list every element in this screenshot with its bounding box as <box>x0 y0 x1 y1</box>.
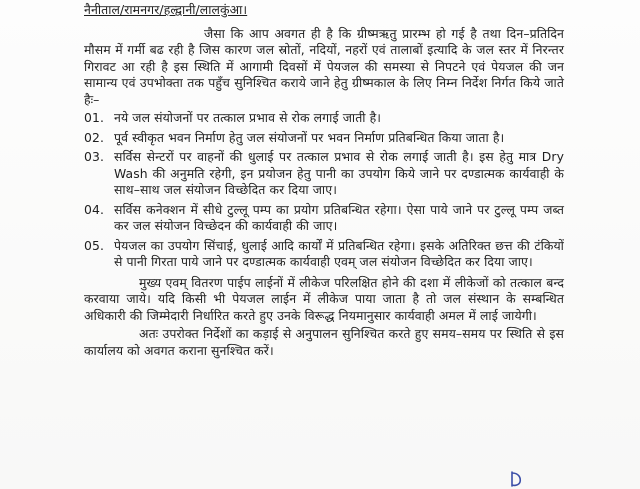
directive-item-3 <box>84 149 564 199</box>
directive-text: नये जल संयोजनों पर तत्काल प्रभाव से रोक लगाई जाती है। <box>114 110 382 125</box>
directive-text: सर्विस सेन्टरों पर वाहनों की धुलाई पर तत्काल प्रभाव से रोक लगाई जाती है। इस हेतु मात्र Dry Wash की अनुमति रहेगी, इन प्रयोजन हेतु पानी का उपयोग किये जाने पर दण्डात्मक कार्यवाही के साथ–साथ जल संयोजन विच्छेदित कर दिया जाए। <box>114 149 564 197</box>
directive-item-1 <box>84 110 564 127</box>
intro-paragraph: जैसा कि आप अवगत ही है कि ग्रीष्मऋतु प्रारम्भ हो गई है तथा दिन–प्रतिदिन मौसम में गर्मी बढ रही है जिस कारण जल स्रोतों, नदियों, नहरों एवं तालाबों इत्यादि के जल स्तर में निरन्तर गिरावट आ रही है इस स्थिति में आगामी दिवसों में पेयजल की समस्या से निपटने एवं पेयजल की जन सामान्य एवं उपभोक्ता तक पहुँच सुनिश्चित कराये जाने हेतु ग्रीष्मकाल के लिए निम्न निर्देश निर्गत किये जाते हैः– <box>84 25 564 107</box>
directive-number: 04. <box>84 201 105 217</box>
directive-item-5 <box>84 238 564 271</box>
address-heading: नैनीताल/रामनगर/हल्द्वानी/लालकुंआ। <box>84 2 248 17</box>
directive-item-4 <box>84 202 564 235</box>
pen-mark <box>509 470 523 488</box>
directive-text: पेयजल का उपयोग सिंचाई, धुलाई आदि कार्यों में प्रतिबन्धित रहेगा। इसके अतिरिक्त छत्त की टंकियों से पानी गिरता पाये जाने पर दण्डात्मक कार्यवाही एवम् जल संयोजन विच्छेदित कर दिया जाए। <box>114 237 564 269</box>
directive-item-2 <box>84 130 564 147</box>
directive-number: 03. <box>84 149 105 164</box>
directive-number: 05. <box>84 237 105 253</box>
directive-number: 02. <box>84 129 105 145</box>
directive-text: पूर्व स्वीकृत भवन निर्माण हेतु जल संयोजनों पर भवन निर्माण प्रतिबन्धित किया जाता है। <box>114 129 505 145</box>
document-body <box>84 2 564 361</box>
directive-text: सर्विस कनेक्शन में सीधे टुल्लू पम्प का प्रयोग प्रतिबन्धित रहेगा। ऐसा पाये जाने पर टुल्लू पम्प जब्त कर जल संयोजन विच्छेदन की कार्यवाही की जाए। <box>114 201 564 233</box>
directive-number: 01. <box>84 110 105 125</box>
leakage-paragraph: मुख्य एवम् वितरण पाईप लाईनों में लीकेज परिलक्षित होने की दशा में लीकेजों को तत्काल बन्द करवाया जाये। यदि किसी भी पेयजल लाईन में लीकेज पाया जाता है तो जल संस्थान के सम्बन्धित अधिकारी की जिम्मेदारी निर्धारित करते हुए उनके विरूद्ध नियमानुसार कार्यवाही अमल में लाई जायेगी। <box>84 274 564 323</box>
closing-paragraph: अतः उपरोक्त निर्देशों का कड़ाई से अनुपालन सुनिश्चित करते हुए समय–समय पर स्थिति से इस कार्यालय को अवगत कराना सुनश्चित करें। <box>84 326 564 358</box>
